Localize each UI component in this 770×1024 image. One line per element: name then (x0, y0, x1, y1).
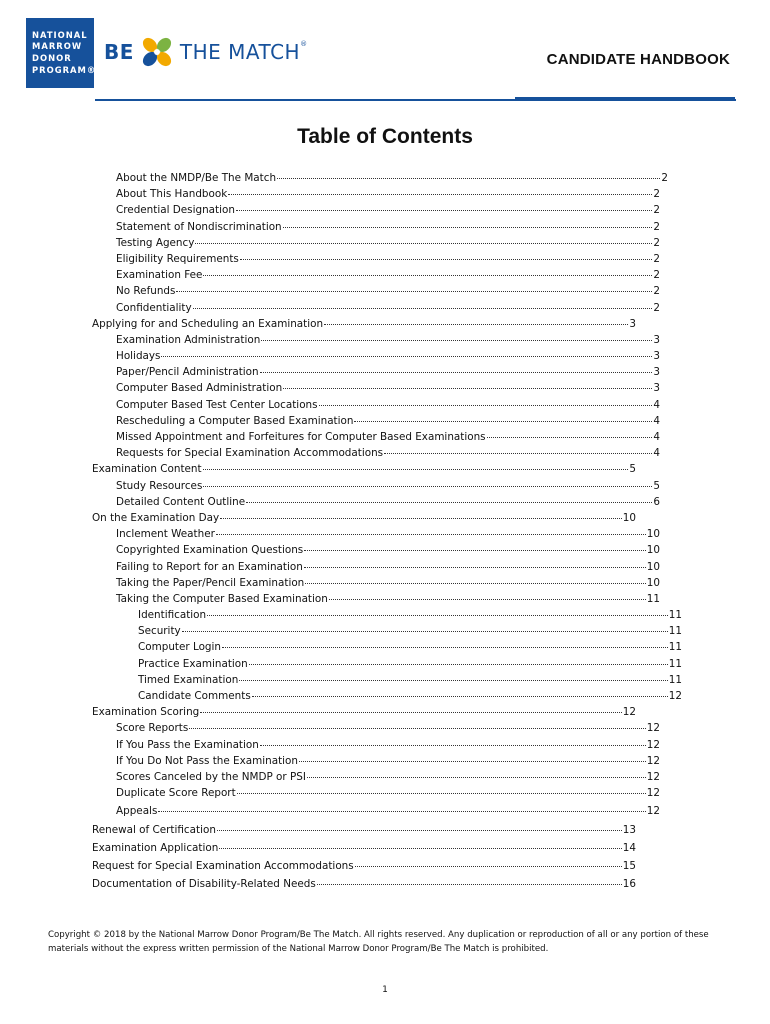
toc-entry-page: 2 (653, 188, 660, 201)
toc-entry-label: Applying for and Scheduling an Examination (92, 317, 324, 330)
toc-entry-page: 16 (622, 878, 636, 891)
brand-be-text: BE (104, 40, 134, 64)
toc-entry[interactable] (92, 496, 660, 512)
toc-entry-page: 10 (646, 576, 660, 589)
toc-leader-dots (240, 259, 653, 260)
toc-entry-page: 2 (653, 252, 660, 265)
toc-entry-label: Practice Examination (138, 657, 248, 670)
toc-leader-dots (283, 388, 652, 389)
toc-entry-label: Examination Content (92, 463, 202, 476)
brand-match-label: THE MATCH (179, 40, 301, 64)
toc-leader-dots (176, 291, 652, 292)
toc-entry[interactable] (92, 544, 660, 560)
toc-entry-label: Computer Based Administration (116, 382, 283, 395)
toc-entry-label: Duplicate Score Report (116, 787, 236, 800)
toc-entry[interactable] (92, 860, 636, 876)
toc-entry-page: 2 (653, 220, 660, 233)
toc-entry[interactable] (92, 431, 660, 447)
toc-leader-dots (487, 437, 653, 438)
toc-leader-dots (355, 866, 622, 867)
toc-entry-page: 12 (646, 722, 660, 735)
toc-title: Table of Contents (297, 125, 473, 148)
toc-entry-page: 4 (653, 414, 660, 427)
toc-entry-label: Confidentiality (116, 301, 192, 314)
toc-entry[interactable] (92, 350, 660, 366)
toc-leader-dots (203, 486, 652, 487)
toc-entry-label: Examination Application (92, 841, 219, 854)
toc-entry-page: 15 (622, 859, 636, 872)
toc-leader-dots (252, 696, 668, 697)
toc-entry[interactable] (92, 447, 660, 463)
nmdp-logo-line: NATIONAL (32, 29, 88, 40)
toc-entry-label: If You Pass the Examination (116, 738, 259, 751)
toc-entry[interactable] (92, 512, 636, 528)
toc-entry-label: On the Examination Day (92, 511, 220, 524)
toc-leader-dots (237, 793, 646, 794)
toc-entry-label: Testing Agency (116, 236, 195, 249)
toc-entry[interactable] (92, 577, 660, 593)
toc-entry-label: Paper/Pencil Administration (116, 366, 259, 379)
brand-match-text (180, 40, 308, 64)
toc-entry-label: Documentation of Disability-Related Needs (92, 878, 316, 891)
toc-leader-dots (203, 275, 652, 276)
toc-leader-dots (329, 599, 646, 600)
toc-entry[interactable] (92, 285, 660, 301)
toc-entry-page: 10 (646, 544, 660, 557)
toc-entry-page: 11 (668, 657, 682, 670)
toc-entry-page: 12 (622, 706, 636, 719)
toc-leader-dots (249, 664, 668, 665)
toc-entry[interactable] (92, 609, 682, 625)
be-the-match-logo (104, 34, 308, 70)
toc-entry-page: 6 (653, 495, 660, 508)
toc-leader-dots (236, 210, 652, 211)
toc-entry-page: 2 (653, 301, 660, 314)
toc-entry-label: Detailed Content Outline (116, 495, 246, 508)
toc-entry[interactable] (92, 318, 636, 334)
toc-leader-dots (260, 372, 653, 373)
toc-entry-page: 3 (653, 350, 660, 363)
toc-entry-page: 2 (653, 204, 660, 217)
toc-entry-label: Failing to Report for an Examination (116, 560, 303, 573)
toc-entry-page: 10 (646, 560, 660, 573)
be-the-match-mark-icon (140, 35, 174, 69)
toc-entry[interactable] (92, 253, 660, 269)
toc-entry-label: If You Do Not Pass the Examination (116, 754, 299, 767)
toc-entry[interactable] (92, 302, 660, 318)
toc-entry-page: 2 (653, 236, 660, 249)
brand-registered-mark: ® (300, 40, 308, 48)
toc-entry-page: 3 (629, 317, 636, 330)
toc-entry[interactable] (92, 399, 660, 415)
toc-leader-dots (283, 227, 653, 228)
toc-entry[interactable] (92, 269, 660, 285)
page-number: 1 (382, 985, 388, 995)
toc-entry[interactable] (92, 625, 682, 641)
toc-entry[interactable] (92, 842, 636, 858)
toc-entry-label: Study Resources (116, 479, 203, 492)
toc-entry-label: Request for Special Examination Accommodations (92, 859, 354, 872)
toc-leader-dots (228, 194, 652, 195)
toc-entry-label: Examination Scoring (92, 706, 200, 719)
toc-leader-dots (384, 453, 652, 454)
nmdp-logo (26, 18, 97, 88)
toc-entry-page: 12 (646, 770, 660, 783)
toc-entry[interactable] (92, 463, 636, 479)
toc-leader-dots (200, 712, 622, 713)
toc-entry[interactable] (92, 480, 660, 496)
toc-leader-dots (261, 340, 652, 341)
toc-entry[interactable] (92, 674, 682, 690)
toc-entry-page: 13 (622, 823, 636, 836)
toc-entry[interactable] (92, 221, 660, 237)
toc-entry-page: 11 (668, 625, 682, 638)
document-title: CANDIDATE HANDBOOK (546, 51, 730, 68)
toc-leader-dots (222, 647, 668, 648)
toc-entry-label: No Refunds (116, 285, 176, 298)
nmdp-logo-line: PROGRAM® (32, 64, 97, 75)
toc-entry-label: Taking the Computer Based Examination (116, 592, 328, 605)
toc-entry-page: 10 (646, 528, 660, 541)
toc-entry-page: 12 (646, 754, 660, 767)
copyright-notice: Copyright © 2018 by the National Marrow Donor Program/Be The Match. All rights reserved. Any duplication or reproduction of all or any portion of these materials without the express written permission of the National Marrow Donor Program/Be The Match is prohibited. (48, 930, 709, 954)
toc-entry-label: Scores Canceled by the NMDP or PSI (116, 770, 306, 783)
toc-entry[interactable] (92, 528, 660, 544)
toc-entry-label: Examination Administration (116, 333, 261, 346)
toc-entry-label: Credential Designation (116, 204, 235, 217)
toc-entry-label: Candidate Comments (138, 690, 251, 702)
toc-leader-dots (220, 518, 622, 519)
toc-entry-label: Identification (138, 609, 207, 622)
toc-entry-page: 11 (668, 641, 682, 654)
toc-entry-page: 3 (653, 382, 660, 395)
toc-leader-dots (246, 502, 652, 503)
toc-leader-dots (260, 745, 646, 746)
toc-entry[interactable] (92, 641, 682, 657)
toc-leader-dots (207, 615, 668, 616)
toc-entry-label: Statement of Nondiscrimination (116, 220, 282, 233)
toc-entry[interactable] (92, 722, 660, 738)
toc-entry-page: 5 (629, 463, 636, 476)
toc-leader-dots (219, 848, 621, 849)
toc-entry-label: Missed Appointment and Forfeitures for Computer Based Examinations (116, 431, 486, 443)
nmdp-logo-line: DONOR (32, 53, 72, 63)
toc-leader-dots (217, 830, 622, 831)
toc-leader-dots (304, 567, 646, 568)
toc-leader-dots (161, 356, 652, 357)
toc-entry-label: Copyrighted Examination Questions (116, 544, 304, 557)
toc-entry[interactable] (92, 755, 660, 771)
toc-entry-page: 14 (622, 841, 636, 854)
toc-entry-page: 11 (668, 673, 682, 686)
toc-leader-dots (317, 884, 622, 885)
toc-entry-page: 11 (646, 592, 660, 605)
toc-entry-label: Taking the Paper/Pencil Examination (116, 576, 305, 589)
toc-entry-page: 4 (653, 431, 660, 443)
toc-entry[interactable] (92, 172, 668, 188)
toc-leader-dots (319, 405, 653, 406)
toc-entry[interactable] (92, 188, 660, 204)
nmdp-logo-line: MARROW (32, 41, 83, 52)
toc-leader-dots (158, 811, 645, 812)
toc-leader-dots (189, 728, 646, 729)
toc-entry[interactable] (92, 706, 636, 722)
toc-leader-dots (195, 243, 652, 244)
toc-entry-page: 12 (646, 787, 660, 800)
toc-leader-dots (305, 583, 645, 584)
toc-entry-page: 4 (653, 398, 660, 411)
toc-leader-dots (182, 631, 668, 632)
toc-leader-dots (216, 534, 646, 535)
toc-entry[interactable] (92, 690, 682, 706)
toc-entry-page: 12 (646, 738, 660, 751)
toc-leader-dots (304, 550, 646, 551)
toc-entry[interactable] (92, 415, 660, 431)
toc-leader-dots (277, 178, 660, 179)
toc-entry-label: Computer Based Test Center Locations (116, 398, 318, 411)
toc-entry[interactable] (92, 739, 660, 755)
toc-entry-page: 3 (653, 333, 660, 346)
toc-entry-label: Renewal of Certification (92, 823, 216, 836)
toc-entry[interactable] (92, 561, 660, 577)
toc-entry[interactable] (92, 334, 660, 350)
toc-entry[interactable] (92, 382, 660, 398)
toc-entry-page: 12 (646, 805, 660, 818)
toc-entry-label: Requests for Special Examination Accommodations (116, 447, 384, 460)
toc-entry-label: Appeals (116, 805, 158, 818)
toc-leader-dots (193, 308, 653, 309)
toc-entry[interactable] (92, 805, 660, 821)
toc-entry-page: 3 (653, 366, 660, 379)
toc-entry-page: 2 (661, 172, 668, 184)
toc-entry-label: Timed Examination (138, 673, 239, 686)
toc-leader-dots (299, 761, 646, 762)
header-divider (95, 99, 736, 101)
toc-entry[interactable] (92, 204, 660, 220)
toc-entry-label: Computer Login (138, 641, 221, 654)
toc-leader-dots (324, 324, 628, 325)
toc-entry-label: Rescheduling a Computer Based Examination (116, 414, 354, 427)
toc-leader-dots (203, 469, 629, 470)
header-divider-accent (515, 97, 735, 101)
toc-entry[interactable] (92, 366, 660, 382)
toc-entry-page: 4 (653, 447, 660, 460)
toc-entry[interactable] (92, 658, 682, 674)
toc-entry-page: 5 (653, 479, 660, 492)
toc-entry-label: Score Reports (116, 722, 189, 735)
toc-leader-dots (307, 777, 646, 778)
toc-entry-page: 2 (653, 285, 660, 298)
toc-entry[interactable] (92, 771, 660, 787)
toc-entry[interactable] (92, 237, 660, 253)
toc-entry-label: About the NMDP/Be The Match (116, 172, 277, 184)
toc-entry-label: Holidays (116, 350, 161, 363)
toc-entry-page: 2 (653, 269, 660, 282)
toc-entry-label: Security (138, 625, 181, 638)
toc-entry-page: 11 (668, 609, 682, 622)
toc-entry-label: About This Handbook (116, 188, 228, 201)
toc-entry-page: 12 (668, 690, 682, 702)
toc-leader-dots (354, 421, 652, 422)
toc-entry[interactable] (92, 787, 660, 803)
table-of-contents (92, 172, 682, 894)
toc-entry-label: Eligibility Requirements (116, 252, 239, 265)
toc-entry[interactable] (92, 878, 636, 894)
toc-entry-label: Inclement Weather (116, 528, 215, 541)
toc-entry-label: Examination Fee (116, 269, 203, 282)
toc-entry-page: 10 (622, 511, 636, 524)
toc-entry[interactable] (92, 824, 636, 840)
toc-entry[interactable] (92, 593, 660, 609)
toc-leader-dots (239, 680, 667, 681)
